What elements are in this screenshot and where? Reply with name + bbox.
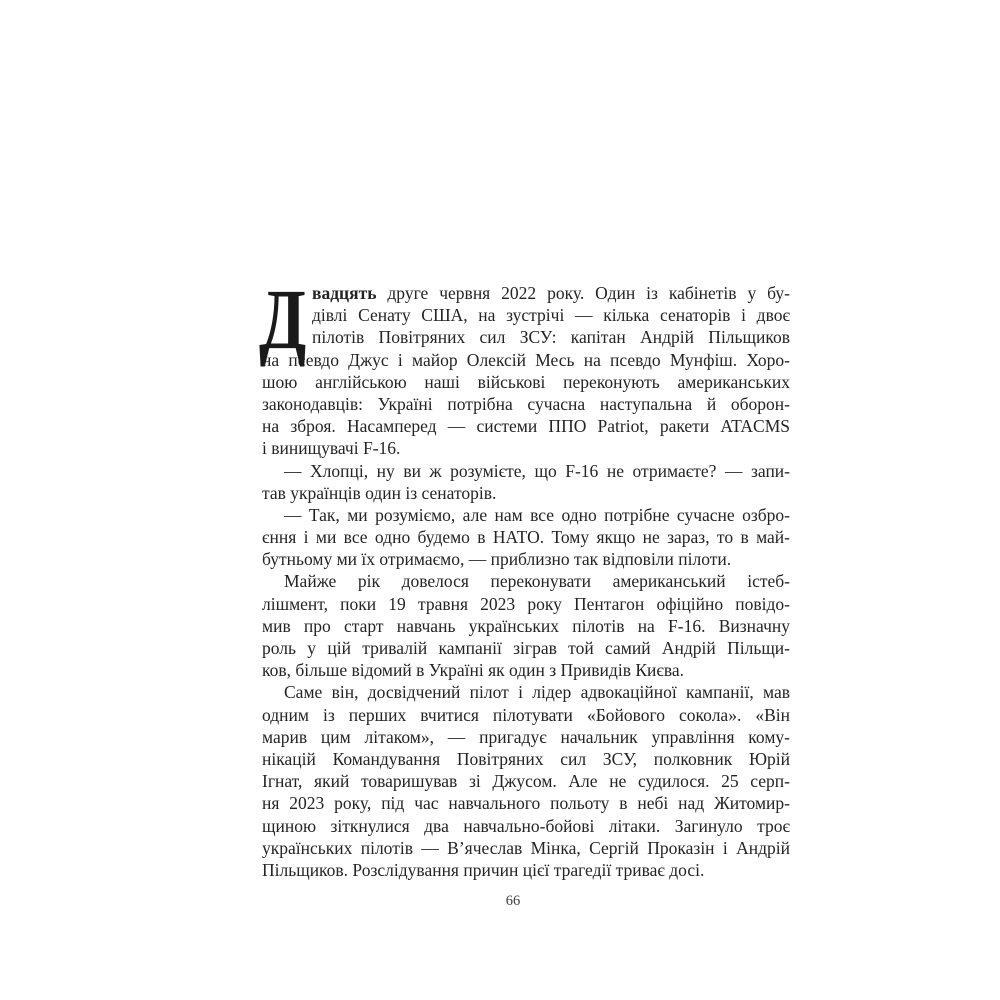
text-line: — Хлопці, ну ви ж розумієте, що F-16 не отримаєте? — запи-: [284, 460, 790, 481]
paragraph: [262, 460, 790, 504]
text-line: нікацій Командування Повітряних сил ЗСУ, полковник Юрій: [262, 748, 790, 769]
text-line: шою англійською наші військові переконують американських: [262, 371, 790, 392]
text-line: дівлі Сенату США, на зустрічі — кілька сенаторів і двоє: [312, 305, 790, 326]
text-line: на псевдо Джус і майор Олексій Месь на псевдо Мунфіш. Хоро-: [262, 349, 790, 370]
text-line: законодавців: Україні потрібна сучасна наступальна й оборон-: [262, 393, 790, 414]
drop-cap-letter: Д: [259, 271, 307, 367]
text-line: — Так, ми розуміємо, але нам все одно потрібне сучасне озбро-: [284, 504, 790, 525]
text-line: ня 2023 року, під час навчального польоту в небі над Житомир-: [262, 793, 790, 814]
text-block: [259, 271, 790, 909]
text-line: Пільщиков. Розслідування причин цієї трагедії триває досі.: [262, 859, 705, 880]
paragraph: [262, 570, 790, 681]
text-line: Саме він, досвідчений пілот і лідер адвокаційної кампанії, мав: [284, 682, 790, 703]
paragraph: [262, 282, 790, 460]
text-line: пілотів Повітряних сил ЗСУ: капітан Андрій Пільщиков: [312, 327, 790, 348]
text-line: ков, більше відомий в Україні як один з Привидів Києва.: [262, 660, 685, 681]
text-line: одним із перших вчитися пілотувати «Бойового сокола». «Він: [262, 704, 790, 725]
text-line: щиною зіткнулися два навчально-бойові літаки. Загинуло троє: [262, 815, 790, 836]
text-line: Майже рік довелося переконувати американський істеб-: [284, 571, 790, 592]
text-line: лішмент, поки 19 травня 2023 року Пентагон офіційно повідо-: [262, 593, 790, 614]
text-line: вадцять друге червня 2022 року. Один із кабінетів у бу-: [312, 283, 790, 303]
text-line: роль у цій тривалій кампанії зіграв той самий Андрій Пільщи-: [262, 638, 790, 658]
text-line: мив про старт навчань українських пілотів на F-16. Визначну: [262, 615, 790, 636]
text-line: українських пілотів — В’ячеслав Мінка, Сергій Проказін і Андрій: [262, 837, 790, 858]
text-line: на зброя. Насамперед — системи ППО Patriot, ракети ATACMS: [262, 416, 790, 437]
text-line: бутньому ми їх отримаємо, — приблизно так відповіли пілоти.: [262, 549, 732, 570]
paragraph: [262, 681, 790, 881]
text-line: і винищувачі F-16.: [262, 438, 401, 459]
paragraph: [262, 504, 790, 571]
text-line: єння і ми все одно будемо в НАТО. Тому якщо не зараз, то в май-: [262, 527, 790, 548]
paragraphs: [262, 282, 790, 881]
text-line: тав українців один із сенаторів.: [262, 482, 497, 503]
bold-lead-word: вадцять: [312, 283, 377, 303]
text-line: Ігнат, який товаришував зі Джусом. Але не судилося. 25 серп-: [262, 771, 790, 792]
page-number: 66: [505, 893, 521, 909]
text-line: марив цим літаком», — пригадує начальник управління кому-: [262, 726, 790, 747]
